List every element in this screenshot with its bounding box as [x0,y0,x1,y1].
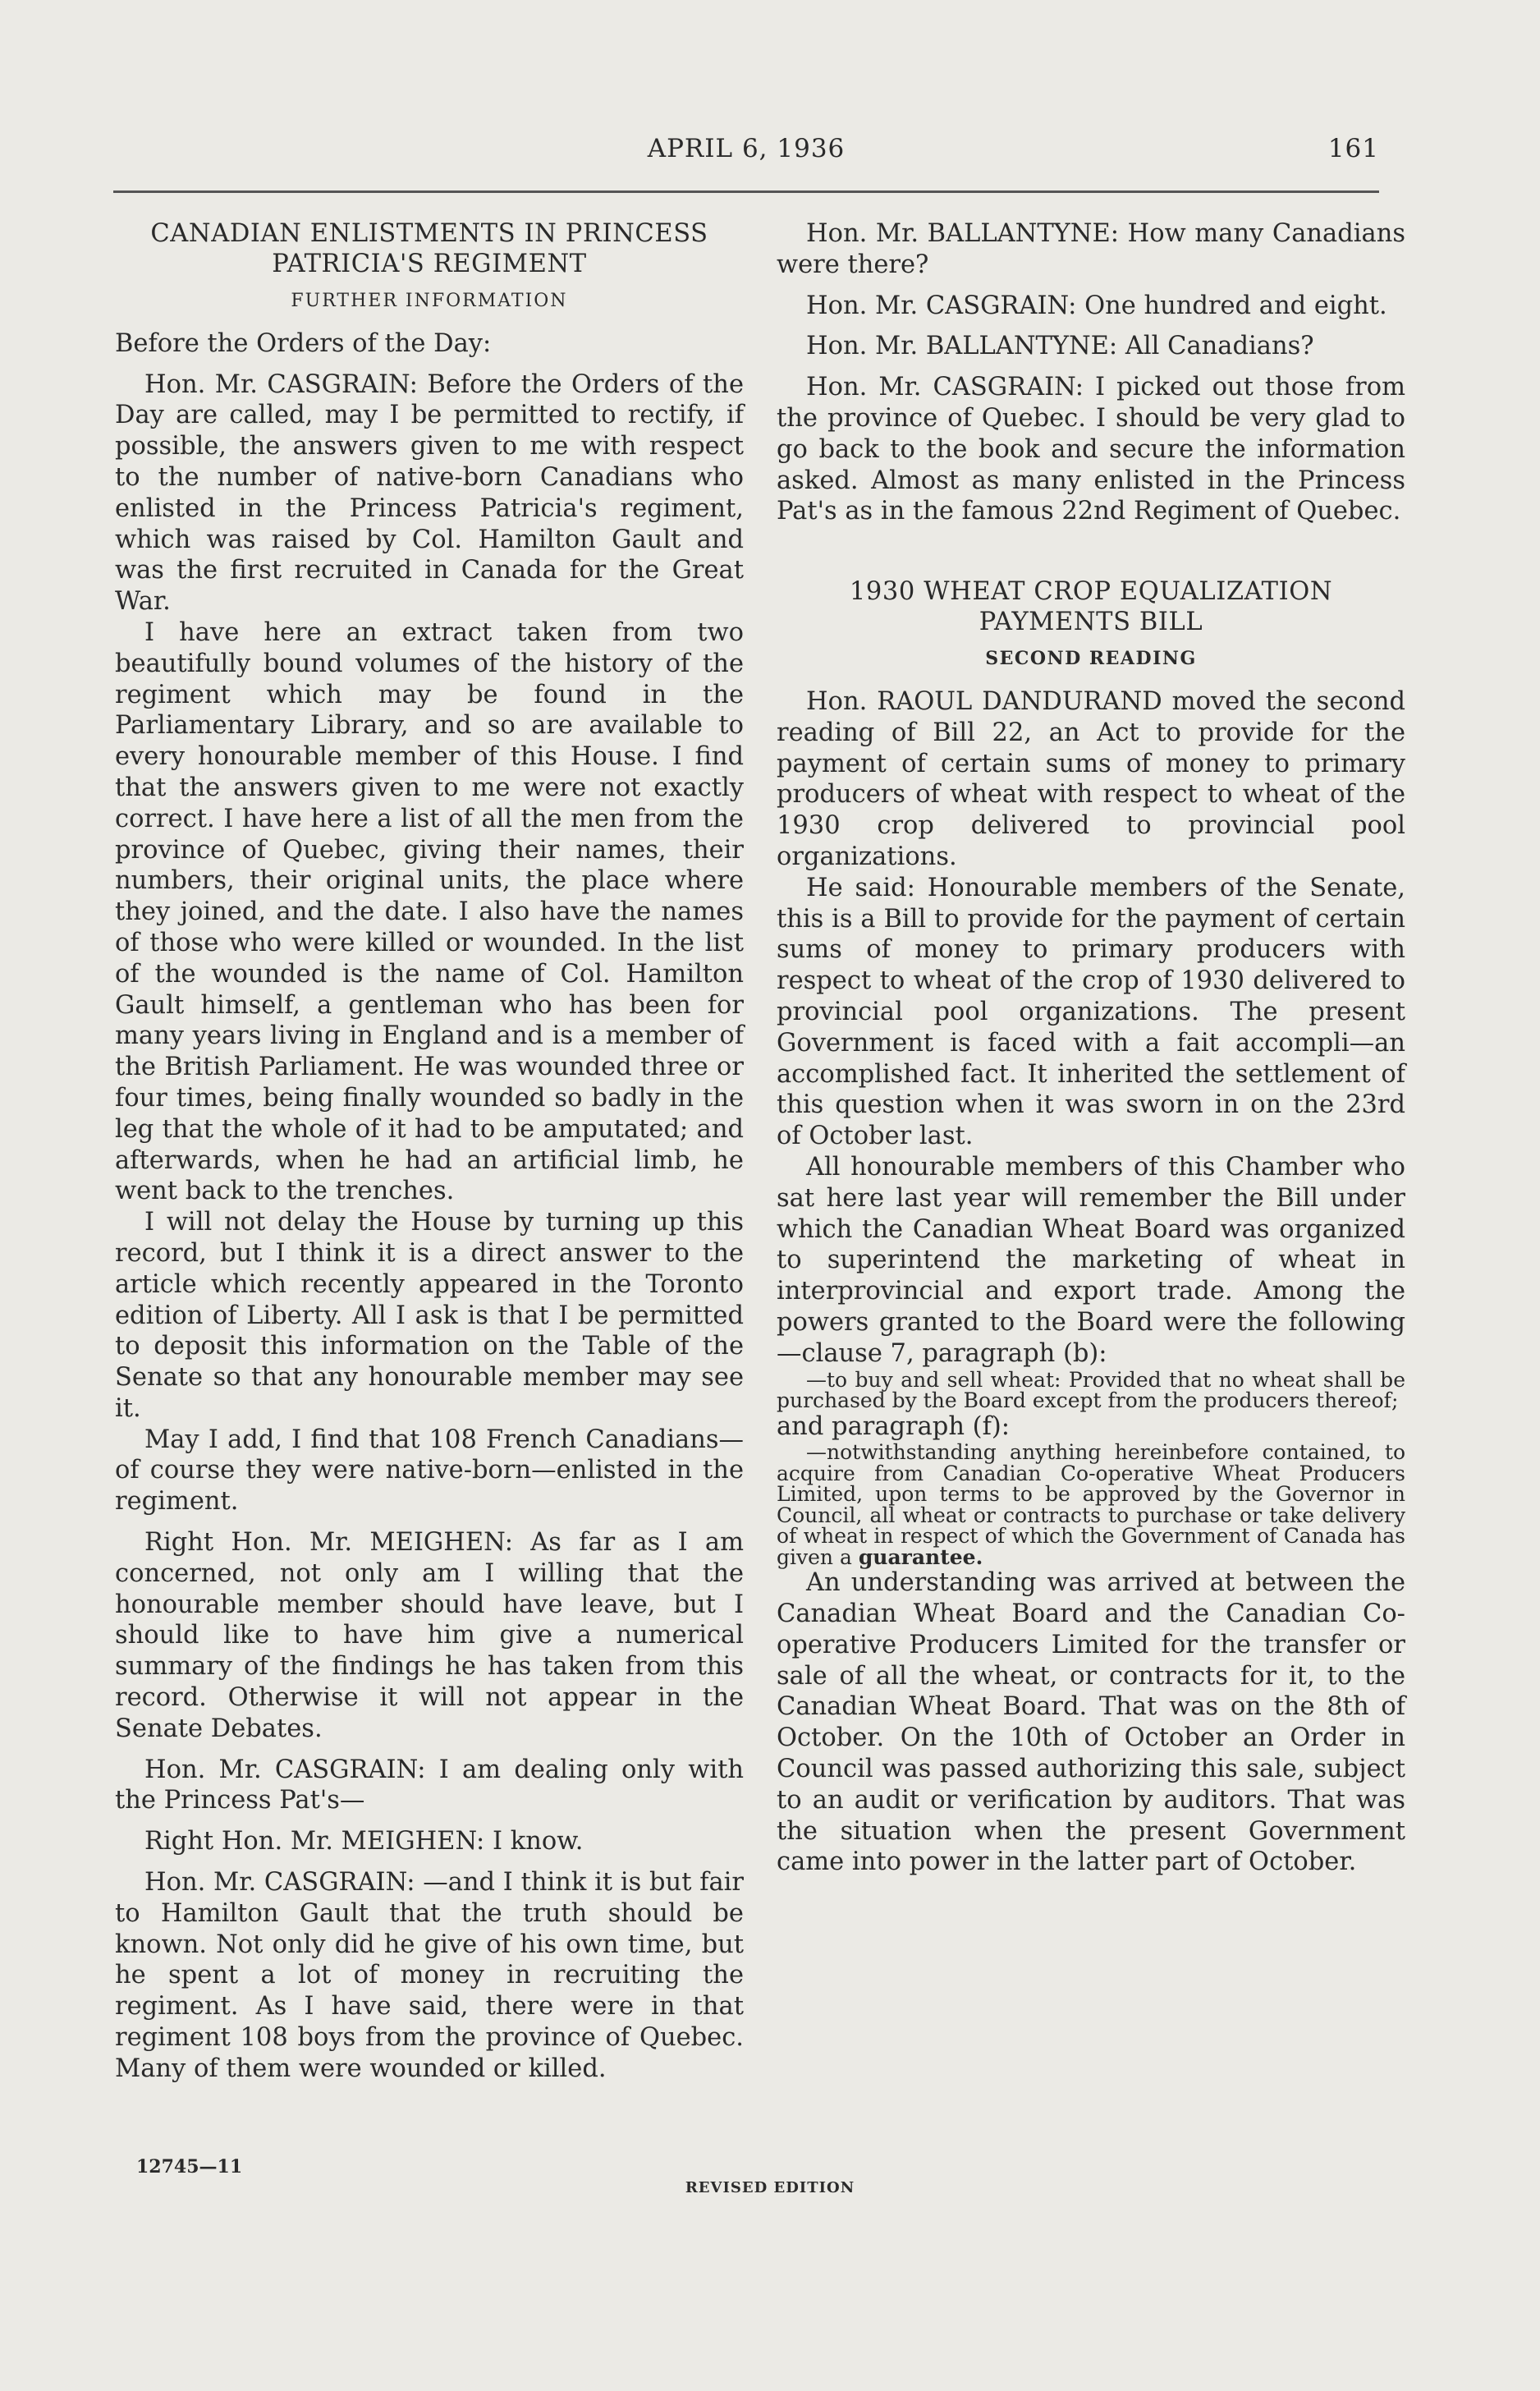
paragraph: All honourable members of this Chamber who sat here last year will remember the Bill under which the Canadian Wheat Board was organized to superintend the marketing of wheat in interprovincial and export trade. Among the powers granted to the Board were the following—clause 7, paragraph (b): [777,1152,1405,1368]
paragraph: I have here an extract taken from two beautifully bound volumes of the history of the regiment which may be found in the Parliamentary Library, and so are available to every honourable member of this House. I find that the answers given to me were not exactly correct. I have here a list of all the men from the province of Quebec, giving their names, their numbers, their original units, the place where they joined, and the date. I also have the names of those who were killed or wounded. In the list of the wounded is the name of Col. Hamilton Gault himself, a gentleman who has been for many years living in England and is a member of the British Parliament. He was wounded three or four times, being finally wounded so badly in the leg that the whole of it had to be amputated; and afterwards, when he had an artificial limb, he went back to the trenches. [115,617,744,1206]
paragraph: Hon. Mr. CASGRAIN: —and I think it is but fair to Hamilton Gault that the truth should be known. Not only did he give of his own time, but he spent a lot of money in recruiting the regiment. As I have said, there were in that regiment 108 boys from the province of Quebec. Many of them were wounded or killed. [115,1868,744,2083]
header-rule [113,190,1379,193]
section-subtitle-second-reading: SECOND READING [985,648,1197,670]
running-head [113,127,1379,177]
paragraph: An understanding was arrived at between the Canadian Wheat Board and the Canadian Co-operative Producers Limited for the transfer or sale of all the wheat, or contracts for it, to the Canadian Wheat Board. That was on the 8th of October. On the 10th of October an Order in Council was passed authorizing this sale, subject to an audit or verification by auditors. That was the situation when the present Government came into power in the latter part of October. [777,1568,1405,1877]
paragraph: Right Hon. Mr. MEIGHEN: As far as I am concerned, not only am I willing that the honourable member should have leave, but I should like to have him give a numerical summary of the findings he has taken from this record. Otherwise it will not appear in the Senate Debates. [115,1528,744,1743]
printer-code: 12745—11 [136,2156,243,2178]
header-date: APRIL 6, 1936 [647,134,846,163]
right-column [777,218,1405,1878]
block-quote: —to buy and sell wheat: Provided that no wheat shall be purchased by the Board except from the producers thereof; [777,1367,1405,1412]
left-column [115,218,744,2085]
paragraph: Hon. Mr. BALLANTYNE: How many Canadians were there? [777,219,1405,279]
paragraph: Hon. Mr. CASGRAIN: I picked out those from the province of Quebec. I should be very glad to go back to the book and secure the information asked. Almost as many enlisted in the Princess Pat's as in the famous 22nd Regiment of Quebec. [777,373,1405,526]
section-subtitle-further-information: FURTHER INFORMATION [291,291,568,311]
page-number: 161 [1327,134,1379,163]
paragraph: Before the Orders of the Day: [115,328,492,358]
paragraph: He said: Honourable members of the Senate, this is a Bill to provide for the payment of certain sums of money to primary producers with respect to wheat of the crop of 1930 delivered to provincial pool organizations. The present Government is faced with a fait accompli—an accomplished fact. It inherited the settlement of this question when it was sworn in on the 23rd of October last. [777,873,1405,1151]
block-quote [777,1442,1405,1567]
paragraph: and paragraph (f): [777,1411,1011,1441]
paragraph: Hon. Mr. CASGRAIN: One hundred and eight. [806,291,1387,320]
paragraph: Right Hon. Mr. MEIGHEN: I know. [144,1827,584,1856]
quote-text: —notwithstanding anything hereinbefore contained, to acquire from Canadian Co-operative Wheat Producers Limited, upon terms to be approved by the Governor in Council, all wheat or contracts to purchase or take delivery of wheat in respect of which the Government of Canada has given a [777,1440,1405,1569]
paragraph: May I add, I find that 108 French Canadians—of course they were native-born—enlisted in the regiment. [115,1425,744,1517]
section-title-wheat-bill: 1930 WHEAT CROP EQUALIZATION PAYMENTS BILL [849,577,1333,637]
paragraph: I will not delay the House by turning up this record, but I think it is a direct answer to the article which recently appeared in the Toronto edition of Liberty. All I ask is that I be permitted to deposit this information on the Table of the Senate so that any honourable member may see it. [115,1208,744,1423]
paragraph: Hon. Mr. CASGRAIN: I am dealing only with the Princess Pat's— [115,1755,744,1815]
section-title-enlistments: CANADIAN ENLISTMENTS IN PRINCESS PATRICIA'S REGIMENT [150,219,708,278]
edition-label: REVISED EDITION [685,2179,855,2196]
paragraph: Hon. Mr. BALLANTYNE: All Canadians? [806,332,1314,361]
paragraph: Hon. RAOUL DANDURAND moved the second reading of Bill 22, an Act to provide for the payment of certain sums of money to primary producers of wheat with respect to wheat of the 1930 crop delivered to provincial pool organizations. [777,686,1405,871]
paragraph: Hon. Mr. CASGRAIN: Before the Orders of the Day are called, may I be permitted to rectify, if possible, the answers given to me with respect to the number of native-born Canadians who enlisted in the Princess Patricia's regiment, which was raised by Col. Hamilton Gault and was the first recruited in Canada for the Great War. [115,369,744,617]
quote-emphasis: guarantee. [858,1544,983,1569]
